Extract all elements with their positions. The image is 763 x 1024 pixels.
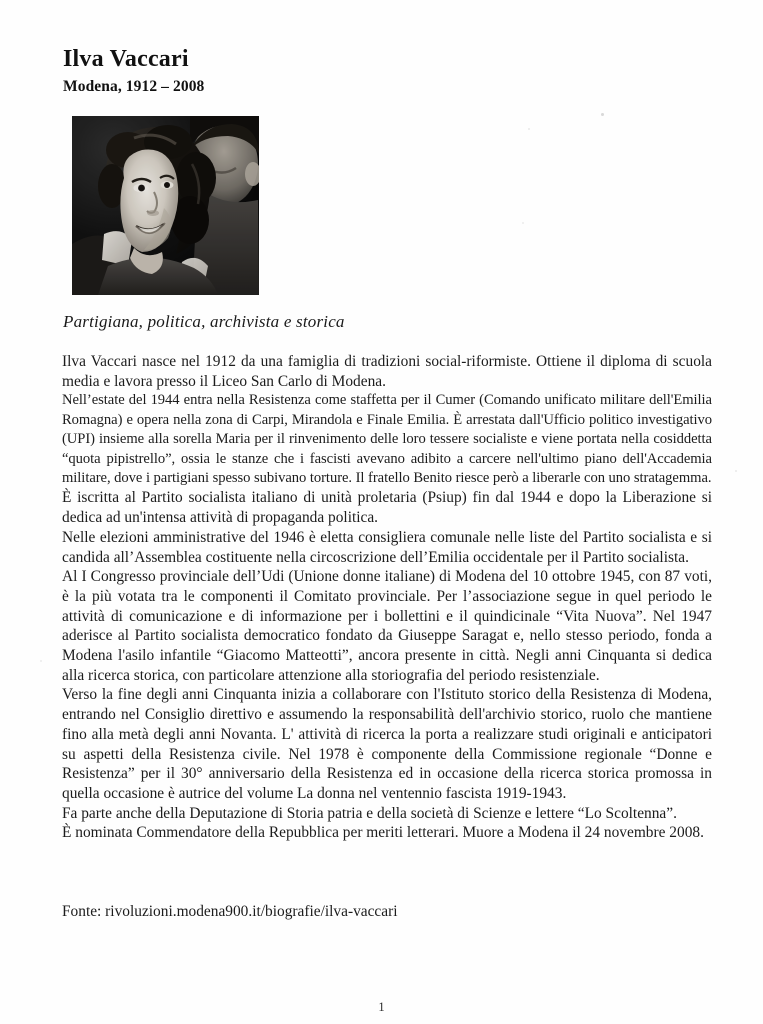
body-text	[62, 352, 712, 843]
page-number: 1	[378, 1000, 385, 1014]
paragraph: Nelle elezioni amministrative del 1946 è eletta consigliera comunale nelle liste del Partito socialista e si candida all’Assemblea costituente nella circoscrizione dell’Emilia occidentale per il Partito socialista.	[62, 528, 712, 566]
role-subtitle: Partigiana, politica, archivista e storica	[63, 312, 345, 331]
page-title: Ilva Vaccari	[63, 46, 189, 73]
paragraph: È nominata Commendatore della Repubblica per meriti letterari. Muore a Modena il 24 novembre 2008.	[62, 824, 704, 842]
scan-speck	[40, 660, 42, 662]
scan-speck	[601, 113, 604, 116]
scan-speck	[735, 470, 737, 472]
paragraph: Al I Congresso provinciale dell’Udi (Unione donne italiane) di Modena del 10 ottobre 1945, con 87 voti, è la più votata tra le componenti il Comitato provinciale. Per l’associazione segue in quel periodo le attività di comunicazione e di informazione per i bollettini e il quindicinale “Vita Nuova”. Nel 1947 aderisce al Partito socialista democratico fondato da Giuseppe Saragat e, nello stesso periodo, fonda a Modena l'asilo infantile “Giacomo Matteotti”, ancora presente in città. Negli anni Cinquanta si dedica alla ricerca storica, con particolare attenzione alla storiografia del periodo resistenziale.	[62, 568, 712, 684]
scan-speck	[528, 128, 530, 130]
paragraph: Ilva Vaccari nasce nel 1912 da una famiglia di tradizioni social-riformiste. Ottiene il diploma di scuola media e lavora presso il Liceo San Carlo di Modena.	[62, 353, 712, 390]
paragraph: È iscritta al Partito socialista italiano di unità proletaria (Psiup) fin dal 1944 e dopo la Liberazione si dedica ad un'intensa attività di propaganda politica.	[62, 489, 712, 527]
paragraph: Nell’estate del 1944 entra nella Resistenza come staffetta per il Cumer (Comando unificato militare dell'Emilia Romagna) e opera nella zona di Carpi, Mirandola e Finale Emilia. È arrestata dall'Ufficio politico investigativo (UPI) insieme alla sorella Maria per il rinvenimento delle loro tessere socialiste e viene portata nella cosiddetta “quota pipistrello”, ossia le stanze che i fascisti avevano adibito a carcere nell'ultimo piano dell'Accademia militare, dove i partigiani spesso subivano torture. Il fratello Benito riesce però a liberarle con uno stratagemma.	[62, 392, 712, 487]
paragraph: Verso la fine degli anni Cinquanta inizia a collaborare con l'Istituto storico della Resistenza di Modena, entrando nel Consiglio direttivo e assumendo la responsabilità dell'archivio storico, ruolo che mantiene fino alla metà degli anni Novanta. L' attività di ricerca la porta a realizzare studi originali e anticipatori su aspetti della Resistenza civile. Nel 1978 è componente della Commissione regionale “Donne e Resistenza” per il 30° anniversario della Resistenza ed in occasione della ricerca storica promossa in quella occasione è autrice del volume La donna nel ventennio fascista 1919-1943.	[62, 686, 712, 802]
paragraph: Fa parte anche della Deputazione di Storia patria e della società di Scienze e lettere “Lo Scoltenna”.	[62, 804, 677, 822]
source-citation: Fonte: rivoluzioni.modena900.it/biografie/ilva-vaccari	[62, 903, 398, 920]
birth-death-line: Modena, 1912 – 2008	[63, 78, 205, 95]
portrait-photo	[72, 116, 259, 295]
scan-speck	[522, 222, 524, 224]
